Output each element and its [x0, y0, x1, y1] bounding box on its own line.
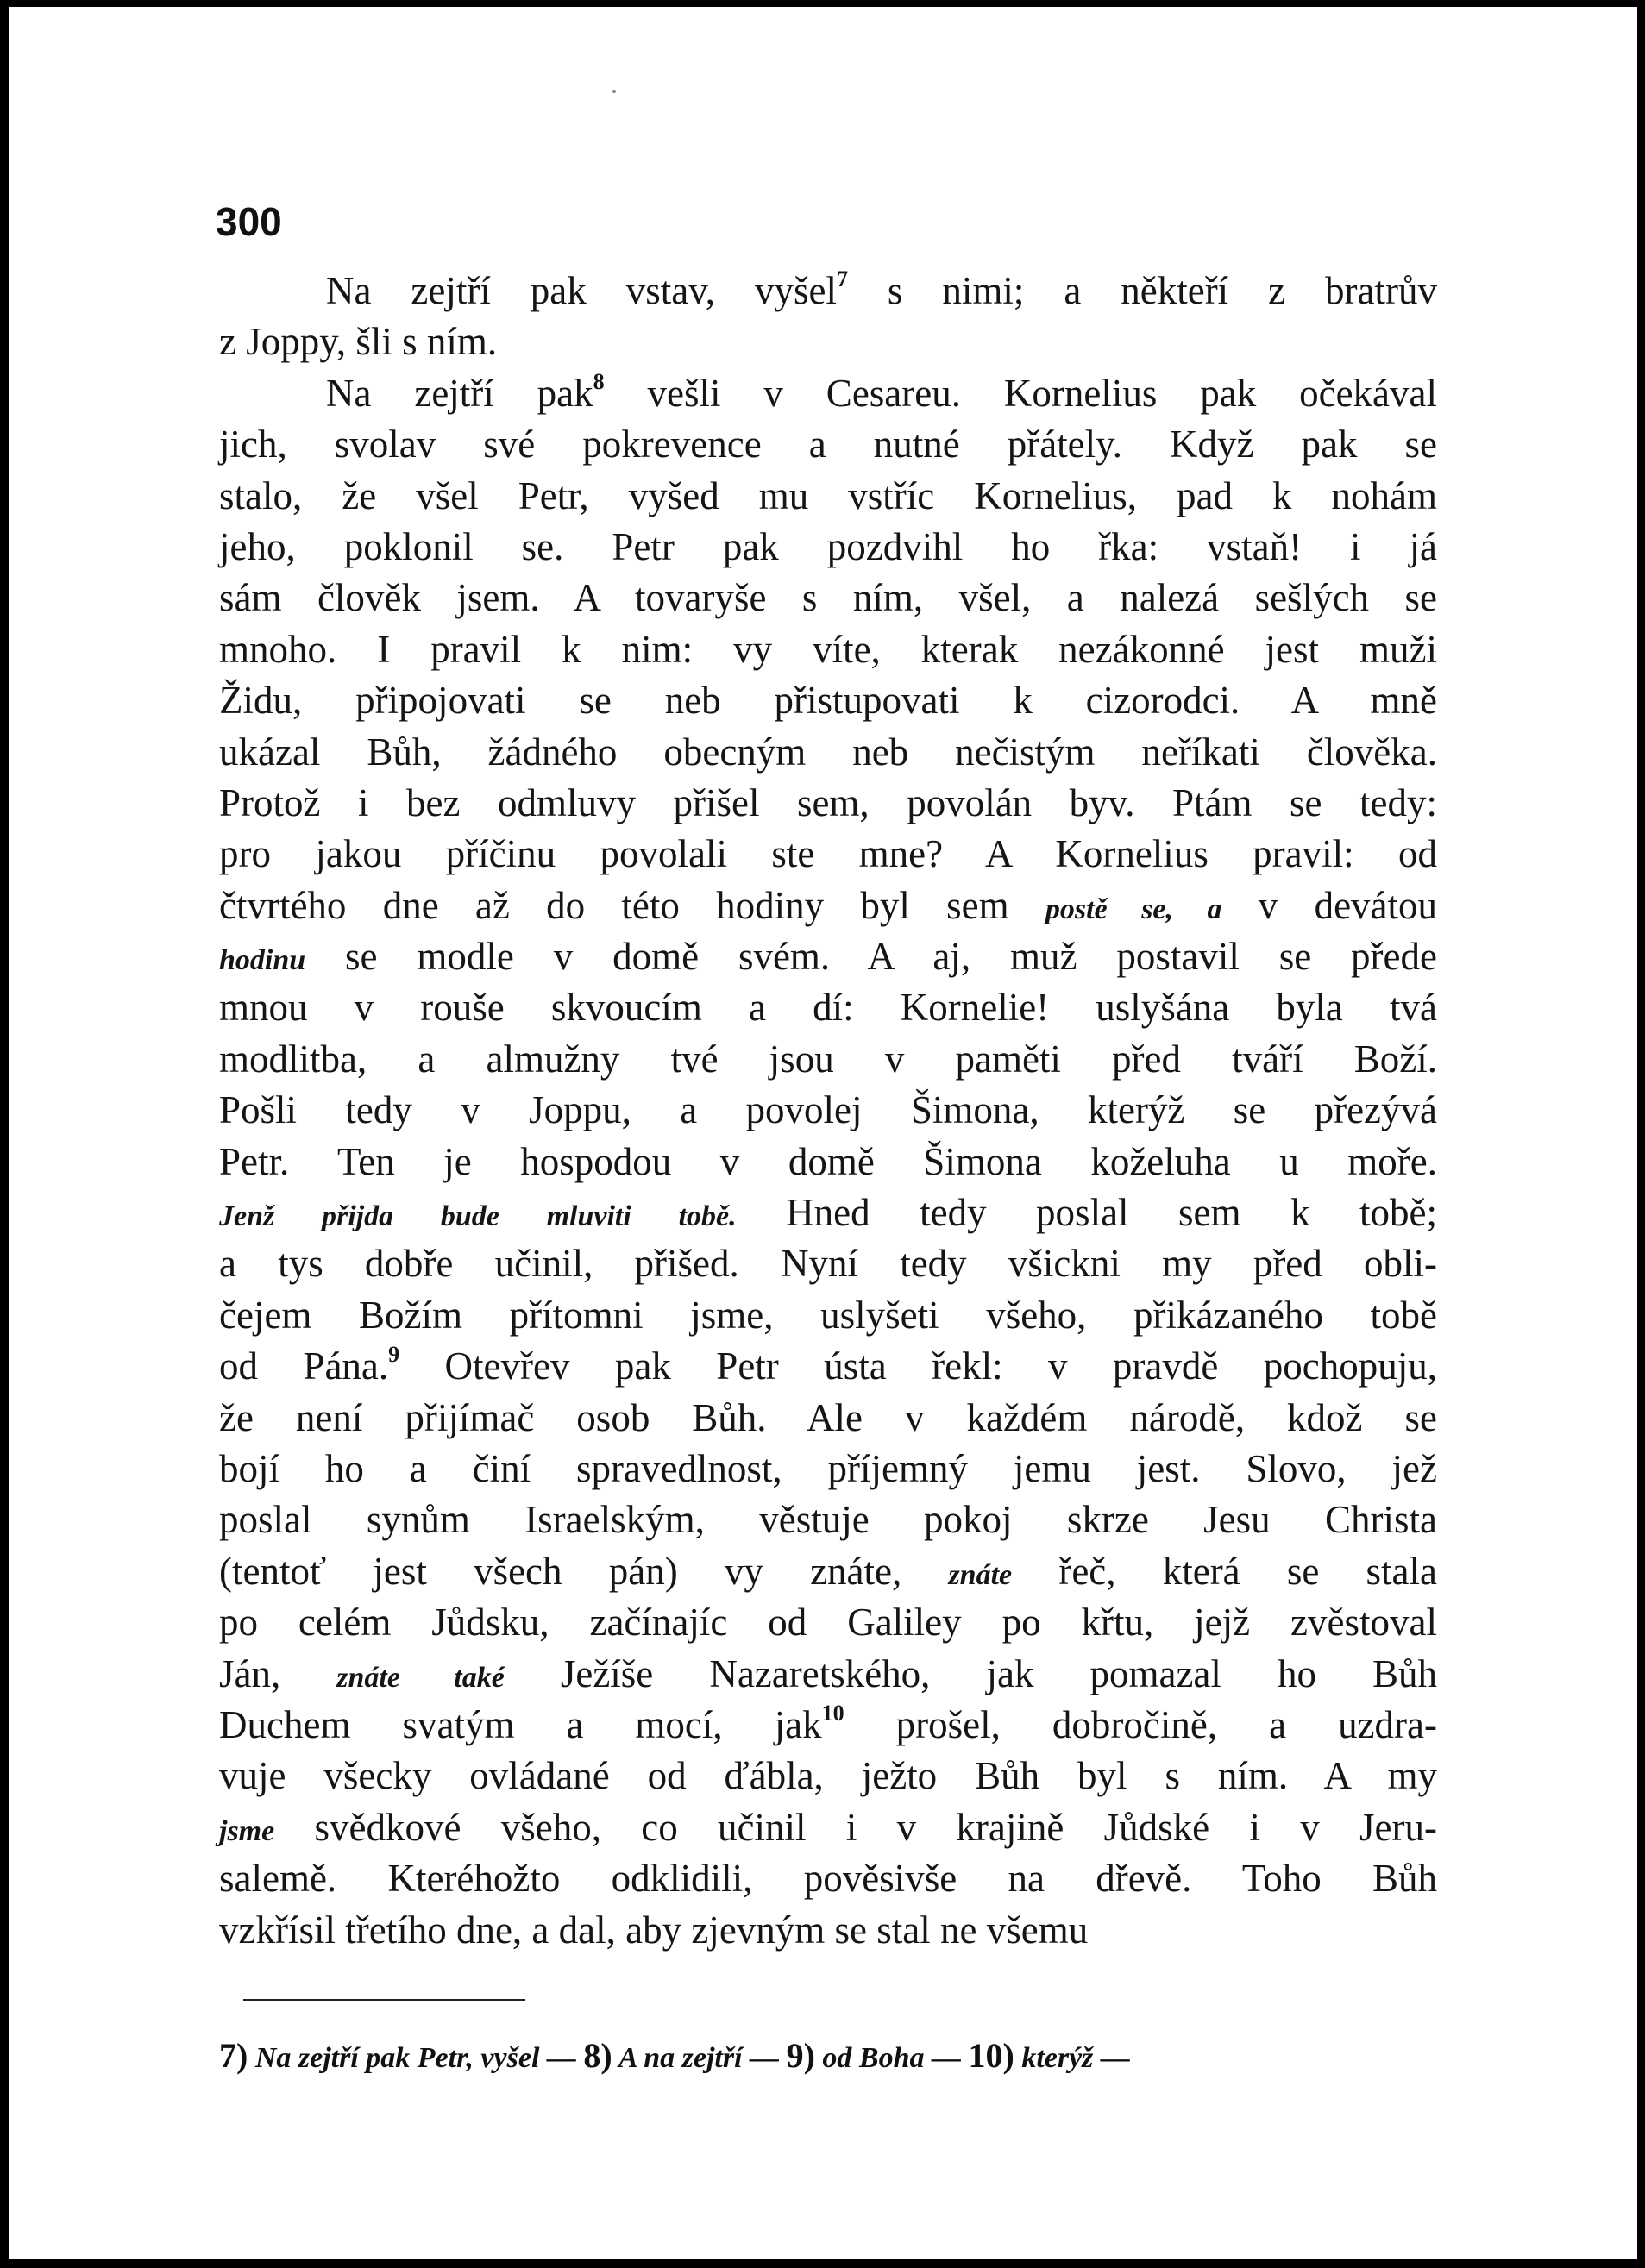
text-run: a tys dobře učinil, přišed. Nyní tedy všickni my před obli- — [219, 1242, 1437, 1286]
text-run: jich, svolav své pokrevence a nutné přátely. Když pak se — [219, 423, 1437, 467]
footnotes — [219, 2035, 1437, 2076]
text-run: v devátou — [1221, 883, 1438, 927]
text-run: že není přijímač osob Bůh. Ale v každém národě, kdož se — [219, 1395, 1437, 1439]
text-run: stalo, že všel Petr, vyšed mu vstříc Kornelius, pad k nohám — [219, 473, 1437, 517]
footnote-number: 8) — [583, 2036, 612, 2075]
text-line — [219, 1393, 1437, 1444]
text-run: mnoho. I pravil k nim: vy víte, kterak nezákonné jest muži — [219, 627, 1437, 671]
footnote-number: 9) — [786, 2036, 815, 2075]
text-run: Ježíše Nazaretského, jak pomazal ho Bůh — [504, 1651, 1437, 1695]
italic-run: Jenž přijda bude mluviti tobě. — [219, 1200, 737, 1233]
footnote-marker: 9 — [388, 1342, 400, 1368]
text-run: Petr. Ten je hospodou v domě Šimona koželuha u moře. — [219, 1139, 1437, 1183]
italic-run: znáte také — [336, 1661, 505, 1694]
text-run: po celém Jůdsku, začínajíc od Galiley po křtu, jejž zvěstoval — [219, 1601, 1437, 1645]
text-line — [219, 931, 1437, 982]
footnote-text: od Boha — — [814, 2042, 969, 2074]
text-line — [219, 419, 1437, 470]
text-line — [219, 1187, 1437, 1238]
text-run: Židu, připojovati se neb přistupovati k cizorodci. A mně — [219, 679, 1437, 723]
text-line — [219, 1546, 1437, 1597]
text-run: poslal synům Israelským, věstuje pokoj skrze Jesu Christa — [219, 1498, 1437, 1542]
text-run: čejem Božím přítomni jsme, uslyšeti všeho, přikázaného tobě — [219, 1293, 1437, 1337]
text-run: Protož i bez odmluvy přišel sem, povolán byv. Ptám se tedy: — [219, 780, 1437, 824]
text-run: čtvrtého dne až do této hodiny byl sem — [219, 883, 1045, 927]
text-run: Hned tedy poslal sem k tobě; — [736, 1191, 1438, 1235]
italic-run: postě se, a — [1045, 893, 1222, 925]
text-run: bojí ho a činí spravedlnost, příjemný jemu jest. Slovo, jež — [219, 1446, 1437, 1490]
text-line — [219, 727, 1437, 778]
text-line — [219, 1238, 1437, 1289]
text-run: (tentoť jest všech pán) vy znáte, — [219, 1549, 949, 1593]
text-line — [219, 1751, 1437, 1801]
text-run: z Joppy, šli s ním. — [219, 320, 498, 364]
text-run: prošel, dobročině, a uzdra- — [844, 1702, 1437, 1746]
text-line — [219, 1444, 1437, 1494]
italic-run: hodinu — [219, 944, 306, 977]
text-line — [219, 880, 1437, 931]
text-line — [219, 1700, 1437, 1751]
footnote-divider — [243, 1999, 525, 2001]
text-line — [219, 829, 1437, 880]
text-line — [219, 471, 1437, 522]
text-run: modlitba, a almužny tvé jsou v paměti před tváří Boží. — [219, 1037, 1437, 1081]
text-run: od Pána. — [219, 1344, 389, 1388]
text-run: Otevřev pak Petr ústa řekl: v pravdě pochopuju, — [399, 1344, 1437, 1388]
footnote-text: kterýž — — [1014, 2042, 1130, 2074]
text-line — [219, 573, 1437, 623]
text-line — [219, 316, 1437, 367]
text-run: Ján, — [219, 1651, 337, 1695]
page-number: 300 — [216, 199, 282, 244]
text-line — [219, 1905, 1437, 1956]
text-run: vuje všecky ovládané od ďábla, ježto Bůh byl s ním. A my — [219, 1754, 1437, 1798]
text-line — [219, 1494, 1437, 1545]
text-line — [219, 1649, 1437, 1700]
text-run: mnou v rouše skvoucím a dí: Kornelie! uslyšána byla tvá — [219, 986, 1437, 1030]
footnote-number: 10) — [968, 2036, 1014, 2075]
text-line — [219, 1085, 1437, 1136]
text-run: vzkřísil třetího dne, a dal, aby zjevným se stal ne všemu — [219, 1908, 1089, 1952]
text-run: pro jakou příčinu povolali ste mne? A Kornelius pravil: od — [219, 832, 1437, 876]
text-line — [219, 982, 1437, 1033]
text-run: Pošli tedy v Joppu, a povolej Šimona, kterýž se přezývá — [219, 1088, 1437, 1132]
text-line — [219, 675, 1437, 726]
book-page — [9, 7, 1637, 2259]
text-line — [219, 1034, 1437, 1085]
text-run: Duchem svatým a mocí, jak — [219, 1702, 822, 1746]
text-run: Na zejtří pak vstav, vyšel — [326, 269, 837, 312]
text-line — [219, 368, 1437, 419]
text-run: sám člověk jsem. A tovaryše s ním, všel, a nalezá sešlých se — [219, 576, 1437, 620]
text-line — [219, 266, 1437, 316]
text-run: vešli v Cesareu. Kornelius pak očekával — [604, 371, 1437, 415]
text-run: s nimi; a někteří z bratrův — [847, 269, 1437, 312]
footnote-marker: 8 — [593, 368, 605, 394]
footnote-text: Na zejtří pak Petr, vyšel — — [248, 2042, 584, 2074]
text-line — [219, 1341, 1437, 1392]
text-line — [219, 1597, 1437, 1648]
main-text — [219, 266, 1437, 1956]
text-line — [219, 1853, 1437, 1904]
italic-run: znáte — [948, 1558, 1013, 1591]
text-line — [219, 1137, 1437, 1187]
footnote-text: A na zejtří — — [612, 2042, 787, 2074]
text-run: salemě. Kteréhožto odklidili, pověsivše na dřevě. Toho Bůh — [219, 1857, 1437, 1901]
footnote-number: 7) — [219, 2036, 248, 2075]
text-run: Na zejtří pak — [326, 371, 593, 415]
footnote-marker: 7 — [836, 266, 848, 291]
text-run: svědkové všeho, co učinil i v krajině Jůdské i v Jeru- — [274, 1805, 1437, 1849]
text-run: jeho, poklonil se. Petr pak pozdvihl ho řka: vstaň! i já — [219, 524, 1437, 568]
text-line — [219, 778, 1437, 829]
text-line — [219, 522, 1437, 573]
footnote-marker: 10 — [821, 1700, 844, 1726]
italic-run: jsme — [219, 1814, 275, 1847]
text-run: ukázal Bůh, žádného obecným neb nečistým neříkati člověka. — [219, 730, 1437, 774]
text-line — [219, 1802, 1437, 1853]
text-line — [219, 624, 1437, 675]
text-run: se modle v domě svém. A aj, muž postavil se přede — [305, 935, 1437, 979]
scan-speck — [612, 90, 616, 93]
text-line — [219, 1290, 1437, 1341]
text-run: řeč, která se stala — [1012, 1549, 1437, 1593]
